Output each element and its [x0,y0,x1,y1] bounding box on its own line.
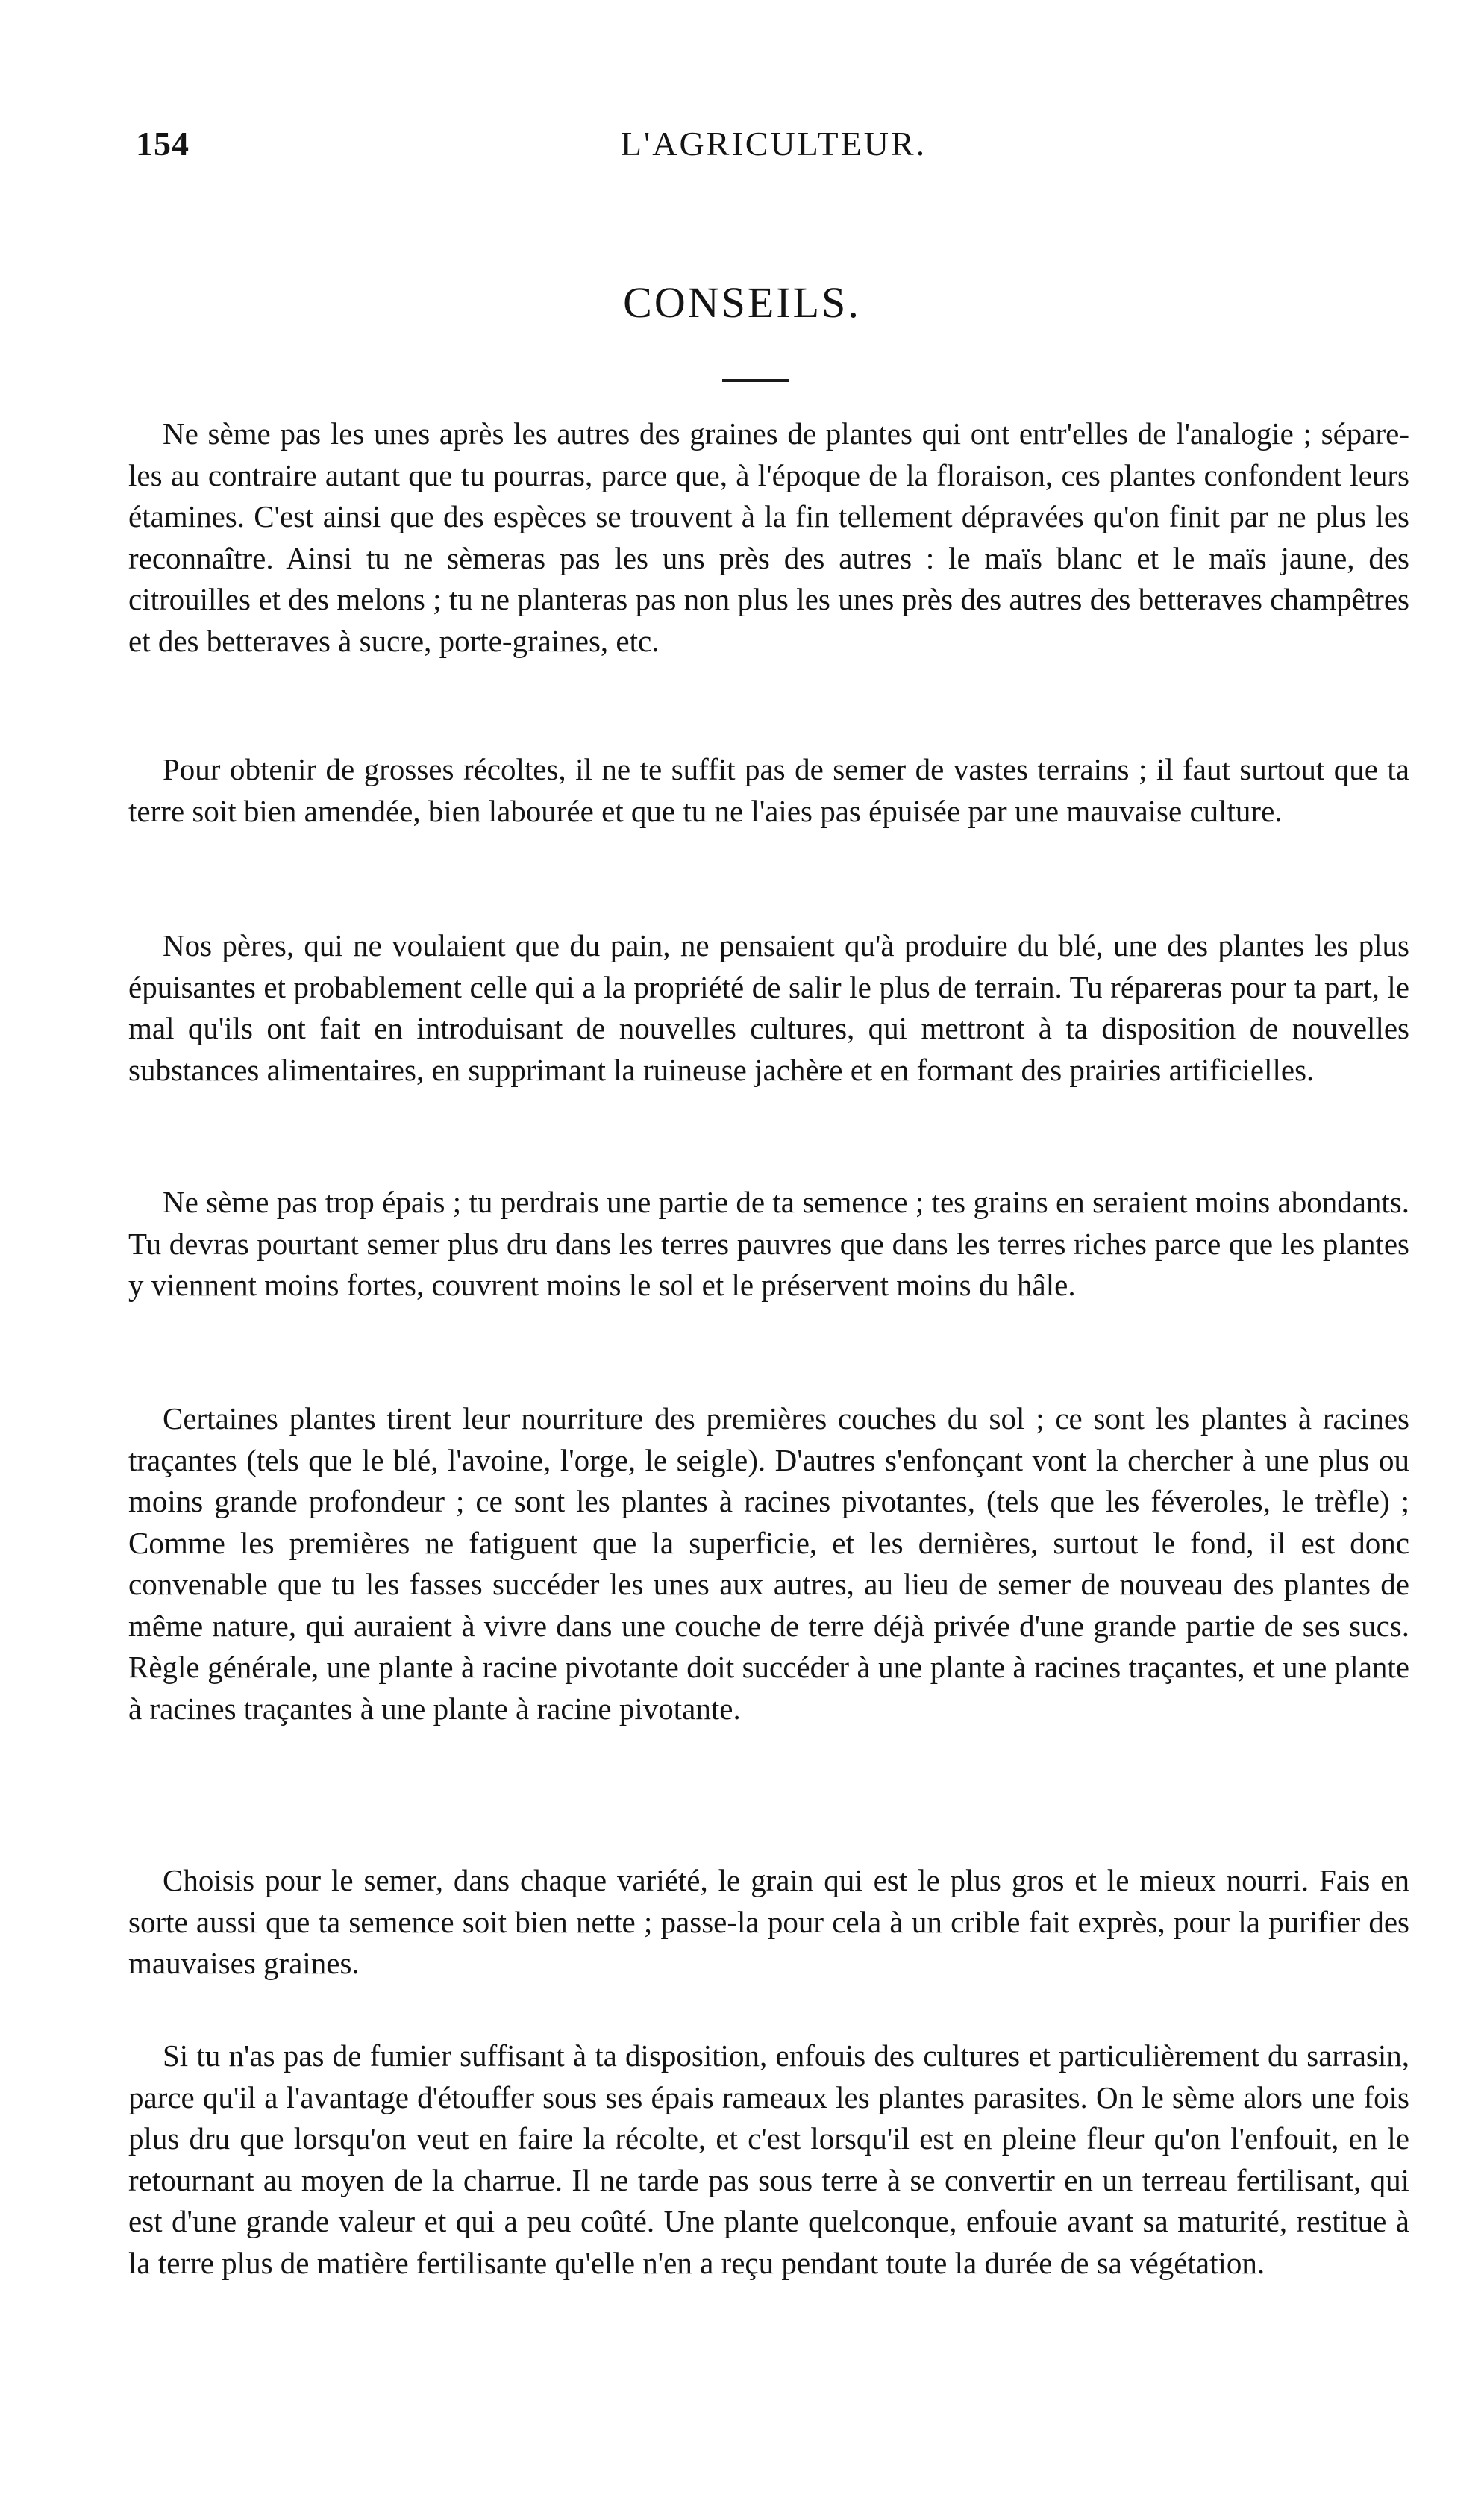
title-divider [722,379,789,382]
paragraph-5: Certaines plantes tirent leur nourriture des premières couches du sol ; ce sont les plantes à racines traçantes (tels que le blé, l'avoine, l'orge, le seigle). D'autres s'enfonçant vont la chercher à une plus ou moins grande profondeur ; ce sont les plantes à racines pivotantes, (tels que les féveroles, le trèfle) ; Comme les premières ne fatiguent que la superficie, et les dernières, surtout le fond, il est donc convenable que tu les fasses succéder les unes aux autres, au lieu de semer de nouveau des plantes de même nature, qui auraient à vivre dans une couche de terre déjà privée d'une grande partie de ses sucs. Règle générale, une plante à racine pivotante doit succéder à une plante à racines traçantes, et une plante à racines traçantes à une plante à racine pivotante. [128,1401,1409,1726]
paragraph-2: Pour obtenir de grosses récoltes, il ne te suffit pas de semer de vastes terrains ; il faut surtout que ta terre soit bien amendée, bien labourée et que tu ne l'aies pas épuisée par une mauvaise culture. [128,752,1409,828]
section-title: CONSEILS. [623,278,861,327]
paragraph-6: Choisis pour le semer, dans chaque variété, le grain qui est le plus gros et le mieux nourri. Fais en sorte aussi que ta semence soit bien nette ; passe-la pour cela à un crible fait exprès, pour la purifier des mauvaises graines. [128,1863,1409,1980]
running-header [136,124,1412,169]
paragraph-3: Nos pères, qui ne voulaient que du pain, ne pensaient qu'à produire du blé, une des plantes les plus épuisantes et probablement celle qui a la propriété de salir le plus de terrain. Tu répareras pour ta part, le mal qu'ils ont fait en introduisant de nouvelles cultures, qui mettront à ta disposition de nouvelles substances alimentaires, en supprimant la ruineuse jachère et en formant des prairies artificielles. [128,928,1409,1087]
page-number: 154 [136,125,190,163]
running-title: L'AGRICULTEUR. [620,125,927,163]
paragraph-4: Ne sème pas trop épais ; tu perdrais une partie de ta semence ; tes grains en seraient moins abondants. Tu devras pourtant semer plus dru dans les terres pauvres que dans les terres riches parce que les plantes y viennent moins fortes, couvrent moins le sol et le préservent moins du hâle. [128,1185,1409,1302]
paragraph-1: Ne sème pas les unes après les autres des graines de plantes qui ont entr'elles de l'analogie ; sépare-les au contraire autant que tu pourras, parce que, à l'époque de la floraison, ces plantes confondent leurs étamines. C'est ainsi que des espèces se trouvent à la fin tellement dépravées qu'on finit par ne plus les reconnaître. Ainsi tu ne sèmeras pas les uns près des autres : le maïs blanc et le maïs jaune, des citrouilles et des melons ; tu ne planteras pas non plus les unes près des autres des betteraves champêtres et des betteraves à sucre, porte-graines, etc. [128,416,1409,658]
paragraph-7: Si tu n'as pas de fumier suffisant à ta disposition, enfouis des cultures et particulièrement du sarrasin, parce qu'il a l'avantage d'étouffer sous ses épais rameaux les plantes parasites. On le sème alors une fois plus dru que lorsqu'on veut en faire la récolte, et c'est lorsqu'il est en pleine fleur qu'on l'enfouit, en le retournant au moyen de la charrue. Il ne tarde pas sous terre à se convertir en un terreau fertilisant, qui est d'une grande valeur et qui a peu coûté. Une plante quelconque, enfouie avant sa maturité, restitue à la terre plus de matière fertilisante qu'elle n'en a reçu pendant toute la durée de sa végétation. [128,2038,1409,2280]
